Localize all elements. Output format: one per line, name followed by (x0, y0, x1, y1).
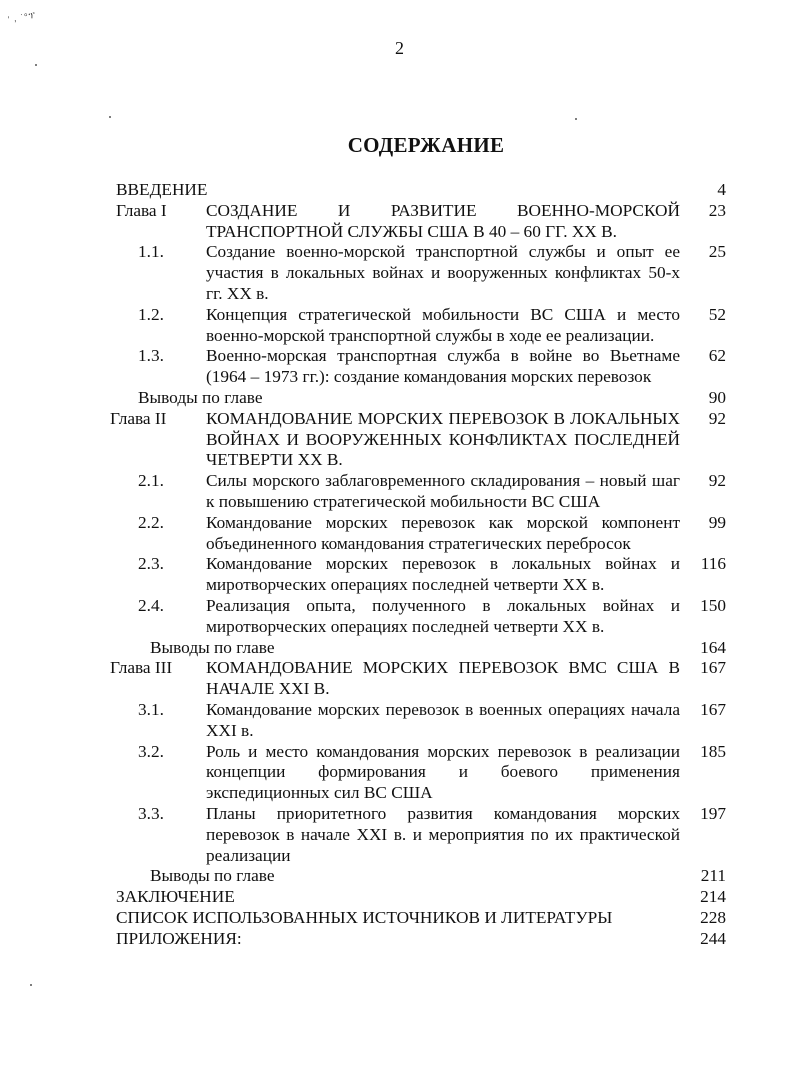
toc-entry-label: 2.2. (138, 512, 164, 532)
toc-entry-page: 167 (700, 658, 726, 678)
toc-entry-label: 2.4. (138, 595, 164, 615)
toc-entry-text: Силы морского заблаговременного складирования – новый шаг к повышению стратегической мобильности ВС США (206, 471, 680, 511)
toc-entry-page: 185 (700, 741, 726, 761)
scan-speck (35, 64, 37, 66)
toc-title: СОДЕРЖАНИЕ (347, 133, 505, 157)
toc-entry-introduction (116, 180, 726, 201)
toc-entry-text: Командование морских перевозок как морской компонент объединенного командования стратегических перебросок (206, 512, 680, 553)
page-number: 2 (395, 38, 404, 58)
toc-entry-text: Реализация опыта, полученного в локальных войнах и миротворческих операциях последней четверти XX в. (206, 595, 680, 636)
toc-entry-page: 167 (700, 699, 726, 719)
toc-entry-page: 25 (708, 242, 726, 262)
toc-entry-label: 1.1. (138, 242, 164, 262)
toc-entry-section-2-3 (116, 554, 726, 596)
toc-entry-text: КОМАНДОВАНИЕ МОРСКИХ ПЕРЕВОЗОК В ЛОКАЛЬНЫХ ВОЙНАХ И ВООРУЖЕННЫХ КОНФЛИКТАХ ПОСЛЕДНЕЙ ЧЕТВЕРТИ XX В. (206, 408, 680, 470)
toc-entry-text: Выводы по главе (138, 387, 263, 407)
toc-entry-chapter-1 (110, 201, 726, 243)
toc-entry-text: Роль и место командования морских перевозок в реализации концепции формирования и боевого применения экспедиционных сил ВС США (206, 741, 680, 803)
toc-entry-page: 164 (700, 637, 726, 657)
toc-entry-page: 244 (700, 928, 726, 948)
toc-entry-page: 116 (700, 554, 726, 574)
toc-entry-page: 23 (708, 200, 726, 220)
toc-entry-page: 52 (708, 304, 726, 324)
toc-entry-page: 90 (708, 387, 726, 407)
toc-entry-text: ПРИЛОЖЕНИЯ: (116, 928, 242, 948)
toc-entry-section-2-2 (116, 513, 726, 555)
toc-entry-text: Создание военно-морской транспортной службы и опыт ее участия в локальных войнах и вооруженных конфликтах 50-х гг. XX в. (206, 242, 680, 303)
toc-entry-section-1-3 (116, 346, 726, 388)
toc-entry-text: Планы приоритетного развития командования морских перевозок в начале XXI в. и мероприятия по их практической реализации (206, 803, 680, 865)
toc-entry-page: 4 (717, 180, 726, 199)
toc-entry-text: Выводы по главе (150, 866, 275, 886)
toc-entry-label: 3.3. (138, 803, 164, 823)
toc-entry-text: Командование морских перевозок в военных операциях начала XXI в. (206, 699, 680, 740)
toc-entry-text: Концепция стратегической мобильности ВС США и место военно-морской транспортной службы в ходе ее реализации. (206, 304, 680, 345)
toc-entry-section-1-1 (116, 242, 726, 304)
toc-entry-conclusion (116, 887, 726, 908)
toc-entry-page: 99 (708, 512, 726, 532)
toc-entry-page: 150 (700, 595, 726, 615)
toc-entry-page: 228 (700, 907, 726, 927)
toc-entry-text: СОЗДАНИЕ И РАЗВИТИЕ ВОЕННО-МОРСКОЙ ТРАНСПОРТНОЙ СЛУЖБЫ США В 40 – 60 ГГ. XX В. (206, 200, 680, 241)
toc-entry-label: 1.2. (138, 304, 164, 324)
toc-entry-label: Глава II (110, 408, 167, 428)
toc-entry-label: 2.3. (138, 554, 164, 574)
toc-entry-bibliography (116, 908, 726, 929)
toc-entry-text: КОМАНДОВАНИЕ МОРСКИХ ПЕРЕВОЗОК ВМС США В НАЧАЛЕ XXI В. (206, 658, 680, 699)
toc-entry-label: 3.1. (138, 699, 164, 719)
toc-entry-text: Командование морских перевозок в локальных войнах и миротворческих операциях последней четверти XX в. (206, 554, 680, 595)
toc-entry-chapter-1-summary (116, 388, 726, 409)
toc-entry-page: 211 (700, 866, 726, 886)
toc-entry-chapter-3-summary (116, 866, 726, 887)
toc-entry-text: ЗАКЛЮЧЕНИЕ (116, 887, 235, 907)
toc-entry-chapter-2 (110, 409, 726, 471)
toc-entry-text: ВВЕДЕНИЕ (116, 180, 208, 199)
toc-entry-section-2-1 (116, 471, 726, 513)
scan-speck (109, 116, 111, 118)
toc-entry-page: 214 (700, 887, 726, 907)
toc-entry-label: 3.2. (138, 741, 164, 761)
table-of-contents (110, 180, 726, 949)
toc-entry-section-3-3 (116, 804, 726, 866)
toc-entry-text: СПИСОК ИСПОЛЬЗОВАННЫХ ИСТОЧНИКОВ И ЛИТЕРАТУРЫ (116, 907, 613, 927)
toc-entry-page: 92 (708, 408, 726, 428)
scan-speck (575, 118, 577, 120)
toc-entry-text: Военно-морская транспортная служба в войне во Вьетнаме (1964 – 1973 гг.): создание командования морских перевозок (206, 346, 680, 387)
toc-entry-chapter-2-summary (116, 638, 726, 659)
scan-speck (30, 984, 32, 986)
toc-entry-label: Глава III (110, 658, 173, 678)
toc-entry-page: 92 (708, 471, 726, 491)
toc-entry-page: 197 (700, 803, 726, 823)
toc-entry-section-3-2 (116, 742, 726, 804)
toc-entry-appendices (116, 929, 726, 950)
scan-artifact-mark: ' , ˙°ፕ (7, 9, 37, 25)
toc-entry-section-3-1 (116, 700, 726, 742)
toc-entry-chapter-3 (110, 658, 726, 700)
toc-entry-section-2-4 (116, 596, 726, 638)
toc-entry-section-1-2 (116, 305, 726, 347)
toc-entry-label: 2.1. (138, 471, 164, 491)
toc-entry-page: 62 (708, 346, 726, 366)
toc-entry-text: Выводы по главе (150, 637, 275, 657)
toc-entry-label: Глава I (116, 200, 167, 220)
toc-entry-label: 1.3. (138, 346, 164, 366)
